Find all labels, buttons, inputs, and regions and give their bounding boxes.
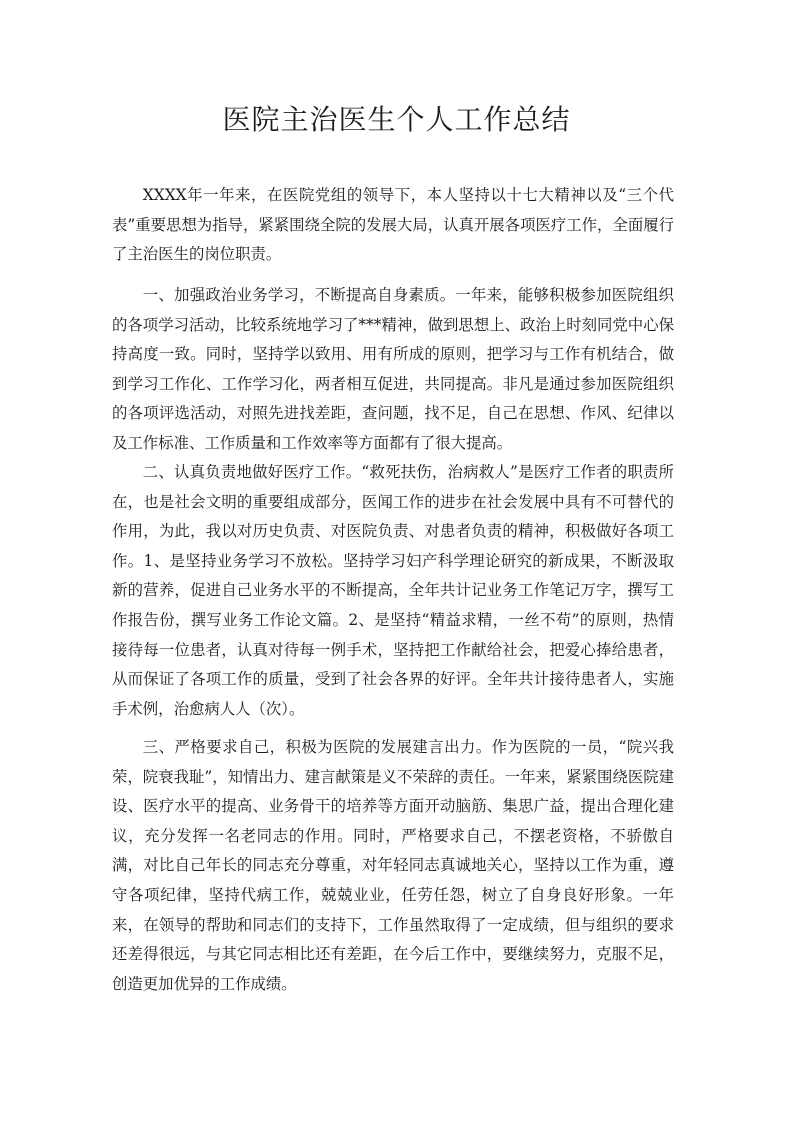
- section-2-block: [112, 458, 674, 724]
- section-3-block: [112, 733, 674, 999]
- paragraph-section-1: 一、加强政治业务学习，不断提高自身素质。一年来，能够积极参加医院组织的各项学习活动，比较系统地学习了***精神，做到思想上、政治上时刻同党中心保持高度一致。同时，坚持学以致用、用有所成的原则，把学习与工作有机结合，做到学习工作化、工作学习化，两者相互促进，共同提高。非凡是通过参加医院组织的各项评选活动，对照先进找差距，查问题，找不足，自己在思想、作风、纪律以及工作标准、工作质量和工作效率等方面都有了很大提高。: [112, 286, 674, 452]
- paragraph-section-3: 三、严格要求自己，积极为医院的发展建言出力。作为医院的一员，“院兴我荣，院衰我耻”，知情出力、建言献策是义不荣辞的责任。一年来，紧紧围绕医院建设、医疗水平的提高、业务骨干的培养等方面开动脑筋、集思广益，提出合理化建议，充分发挥一名老同志的作用。同时，严格要求自己，不摆老资格，不骄傲自满，对比自己年长的同志充分尊重，对年轻同志真诚地关心，坚持以工作为重，遵守各项纪律，坚持代病工作，兢兢业业，任劳任怨，树立了自身良好形象。一年来，在领导的帮助和同志们的支持下，工作虽然取得了一定成绩，但与组织的要求还差得很远，与其它同志相比还有差距，在今后工作中，要继续努力，克服不足，创造更加优异的工作成绩。: [112, 738, 674, 993]
- intro-paragraph-block: [112, 181, 674, 270]
- paragraph-intro: XXXX年一年来，在医院党组的领导下，本人坚持以十七大精神以及“三个代表”重要思想为指导，紧紧围绕全院的发展大局，认真开展各项医疗工作，全面履行了主治医生的岗位职责。: [112, 186, 674, 264]
- section-1-block: [112, 281, 674, 459]
- paragraph-section-2: 二、认真负责地做好医疗工作。“救死扶伤，治病救人”是医疗工作者的职责所在，也是社会文明的重要组成部分，医闻工作的进步在社会发展中具有不可替代的作用，为此，我以对历史负责、对医院负责、对患者负责的精神，积极做好各项工作。1、是坚持业务学习不放松。坚持学习妇产科学理论研究的新成果，不断汲取新的营养，促进自己业务水平的不断提高，全年共计记业务工作笔记万字，撰写工作报告份，撰写业务工作论文篇。2、是坚持“精益求精，一丝不苟”的原则，热情接待每一位患者，认真对待每一例手术，坚持把工作献给社会，把爱心捧给患者，从而保证了各项工作的质量，受到了社会各界的好评。全年共计接待患者人，实施手术例，治愈病人人（次）。: [112, 463, 674, 718]
- document-title: 医院主治医生个人工作总结: [222, 103, 571, 136]
